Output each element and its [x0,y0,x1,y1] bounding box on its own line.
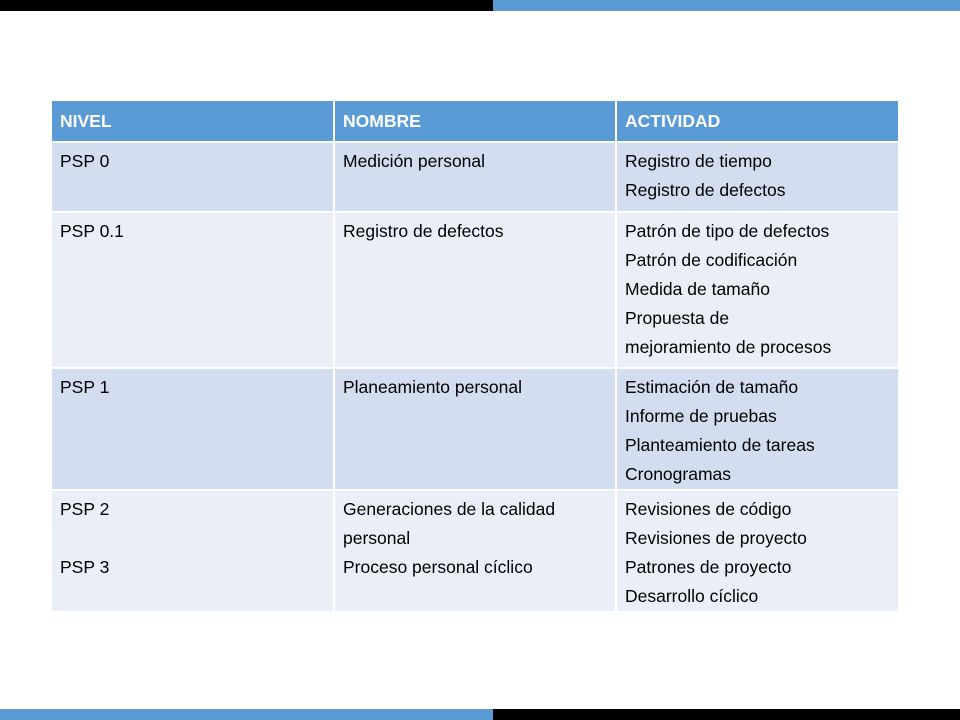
bottom-bar-dark [493,709,960,720]
cell-nombre [334,142,616,212]
cell-line: Medida de tamaño [625,279,770,299]
header-nivel: NIVEL [51,100,334,142]
cell-line: Estimación de tamaño [625,377,799,397]
cell-line: Informe de pruebas [625,406,777,426]
table-header-row [51,100,899,142]
cell-actividad [616,490,899,612]
header-actividad: ACTIVIDAD [616,100,899,142]
cell-spacer [60,524,325,553]
table-row [51,490,899,612]
cell-nivel [51,368,334,490]
cell-nombre [334,368,616,490]
cell-actividad [616,212,899,368]
cell-nombre [334,212,616,368]
bottom-bar-blue [0,709,493,720]
cell-line: Revisiones de proyecto [625,528,807,548]
cell-line: mejoramiento de procesos [625,337,832,357]
top-bar-dark [0,0,493,11]
cell-line: Desarrollo cíclico [625,586,759,606]
top-bar-blue [493,0,960,11]
cell-nivel [51,142,334,212]
cell-line: Cronogramas [625,464,732,484]
cell-line: personal [343,528,411,548]
cell-line: PSP 0.1 [60,221,124,241]
cell-line: Planeamiento personal [343,377,523,397]
table-row [51,368,899,490]
cell-line: PSP 0 [60,151,110,171]
cell-line: PSP 3 [60,557,110,577]
cell-line: Patrón de codificación [625,250,798,270]
cell-line: Registro de defectos [343,221,504,241]
table-row [51,142,899,212]
cell-line: Registro de tiempo [625,151,772,171]
cell-nombre [334,490,616,612]
cell-line: Proceso personal cíclico [343,557,533,577]
cell-line: Revisiones de código [625,499,792,519]
cell-actividad [616,368,899,490]
cell-nivel [51,212,334,368]
cell-line: PSP 1 [60,377,110,397]
header-nombre: NOMBRE [334,100,616,142]
cell-line: Propuesta de [625,308,730,328]
psp-levels-table [50,99,900,613]
cell-line: Patrón de tipo de defectos [625,221,830,241]
cell-line: Planteamiento de tareas [625,435,815,455]
cell-line: Medición personal [343,151,486,171]
cell-nivel [51,490,334,612]
cell-line: Generaciones de la calidad [343,499,556,519]
cell-line: PSP 2 [60,499,110,519]
cell-actividad [616,142,899,212]
table-row [51,212,899,368]
cell-line: Patrones de proyecto [625,557,792,577]
cell-line: Registro de defectos [625,180,786,200]
